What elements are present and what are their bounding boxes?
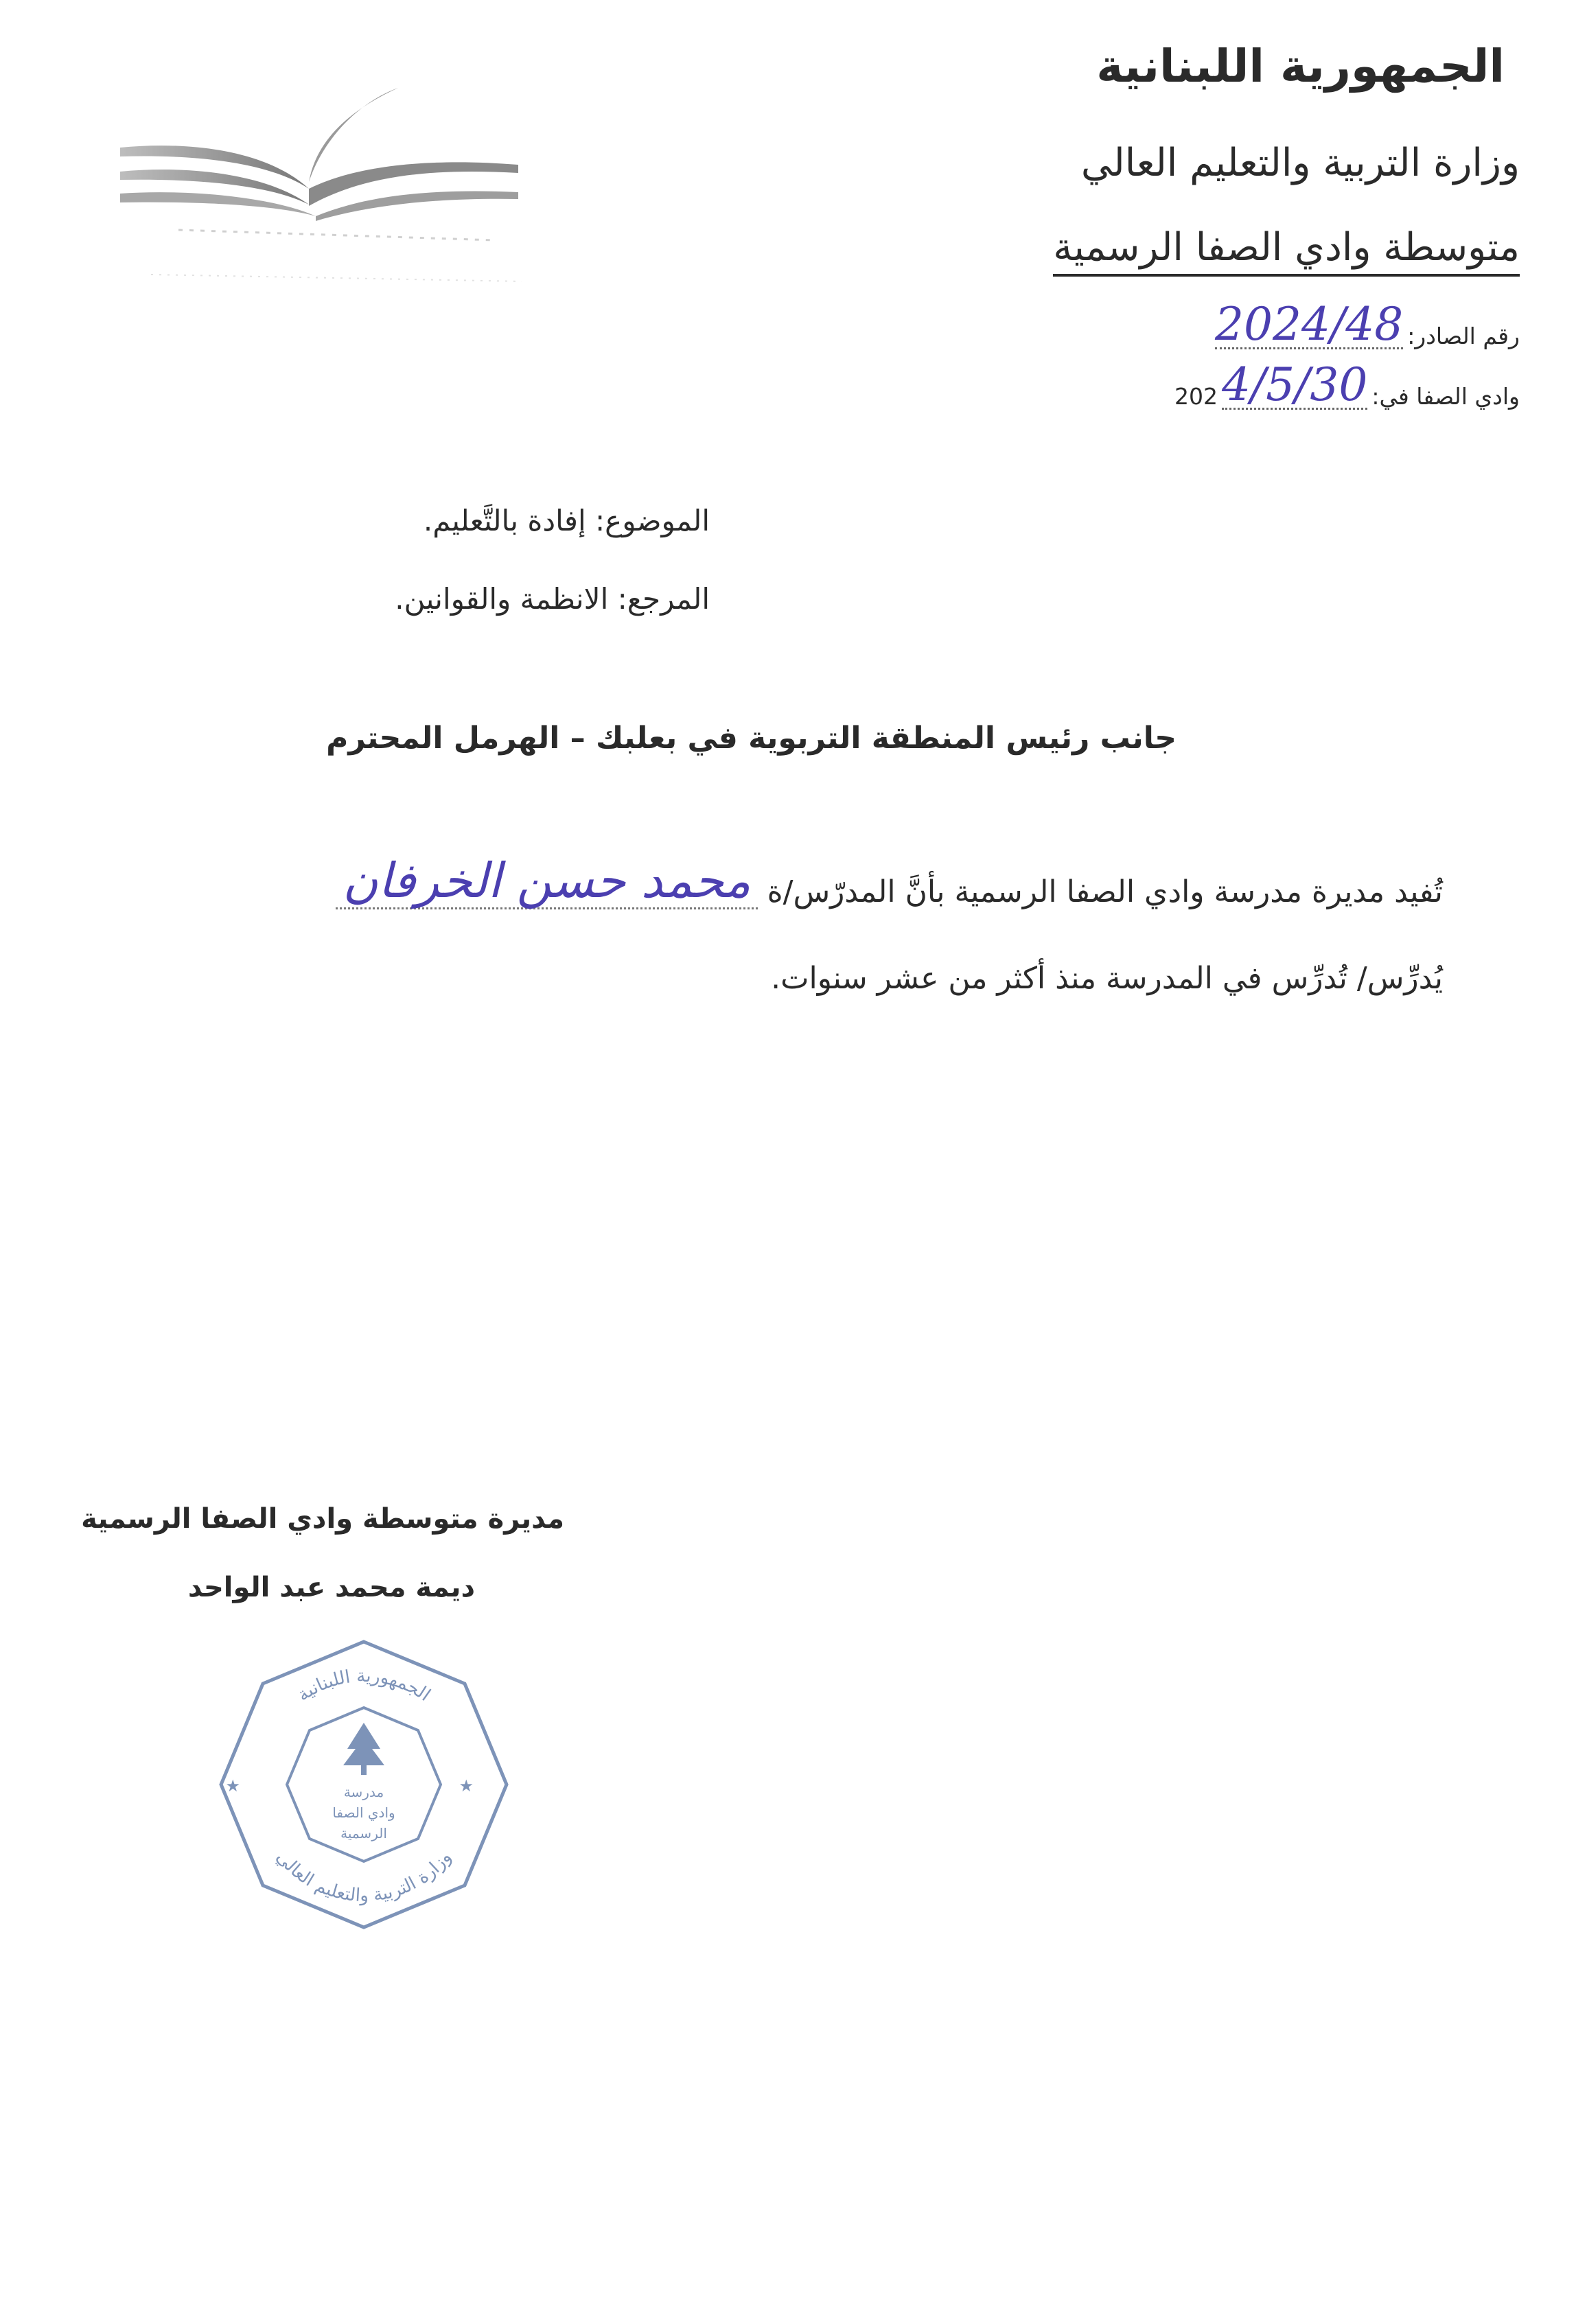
issue-number-label: رقم الصادر:	[1407, 323, 1520, 349]
teacher-name-handwritten: محمد حسن الخرفان	[336, 857, 757, 909]
reference-label: المرجع:	[617, 582, 710, 616]
stamp-inner-line-2: وادي الصفا	[332, 1804, 395, 1821]
stamp-inner-line-3: الرسمية	[340, 1825, 387, 1841]
subject-line	[424, 504, 710, 537]
body-line-2: يُدرِّس/ تُدرِّس في المدرسة منذ أكثر من عشر سنوات.	[771, 961, 1443, 996]
reference-text: الانظمة والقوانين.	[395, 582, 609, 616]
signature-title: مديرة متوسطة وادي الصفا الرسمية	[81, 1503, 564, 1535]
cedar-tree-icon	[343, 1723, 384, 1775]
date-label: وادي الصفا في:	[1371, 383, 1520, 410]
republic-title: الجمهورية اللبنانية	[1096, 40, 1505, 93]
date-field	[1221, 358, 1368, 411]
issue-number-value: 2024/48	[1215, 298, 1404, 351]
stamp-inner-line-1: مدرسة	[343, 1784, 384, 1800]
body-line-1-text: تُفيد مديرة مدرسة وادي الصفا الرسمية بأنَّ المدرّس/ة	[767, 874, 1443, 909]
body-line-1	[336, 852, 1443, 909]
addressee-heading: جانب رئيس المنطقة التربوية في بعلبك – الهرمل المحترم	[326, 721, 1177, 756]
issue-number-field	[1215, 298, 1404, 351]
svg-text:الجمهورية اللبنانية	[294, 1666, 434, 1706]
date-line	[1174, 358, 1520, 411]
subject-label: الموضوع:	[594, 504, 710, 537]
stamp-star-left-icon: ★	[225, 1776, 240, 1796]
reference-line	[395, 582, 710, 616]
stamp-star-right-icon: ★	[459, 1776, 474, 1796]
signature-name: ديمة محمد عبد الواحد	[187, 1572, 475, 1603]
ministry-name: وزارة التربية والتعليم العالي	[1080, 141, 1520, 185]
stamp-outer-top: الجمهورية اللبنانية	[293, 1665, 435, 1706]
svg-text:وزارة التربية والتعليم العالي	[272, 1847, 455, 1906]
issue-number-line	[1211, 298, 1520, 351]
date-year-prefix: 202	[1174, 383, 1218, 410]
date-value: 4/5/30	[1221, 358, 1368, 411]
official-stamp	[213, 1634, 515, 1936]
book-logo-icon	[110, 75, 535, 295]
stamp-outer-bottom: وزارة التربية والتعليم العالي	[272, 1847, 456, 1907]
subject-text: إفادة بالتَّعليم.	[423, 504, 586, 537]
school-name: متوسطة وادي الصفا الرسمية	[1053, 225, 1520, 277]
